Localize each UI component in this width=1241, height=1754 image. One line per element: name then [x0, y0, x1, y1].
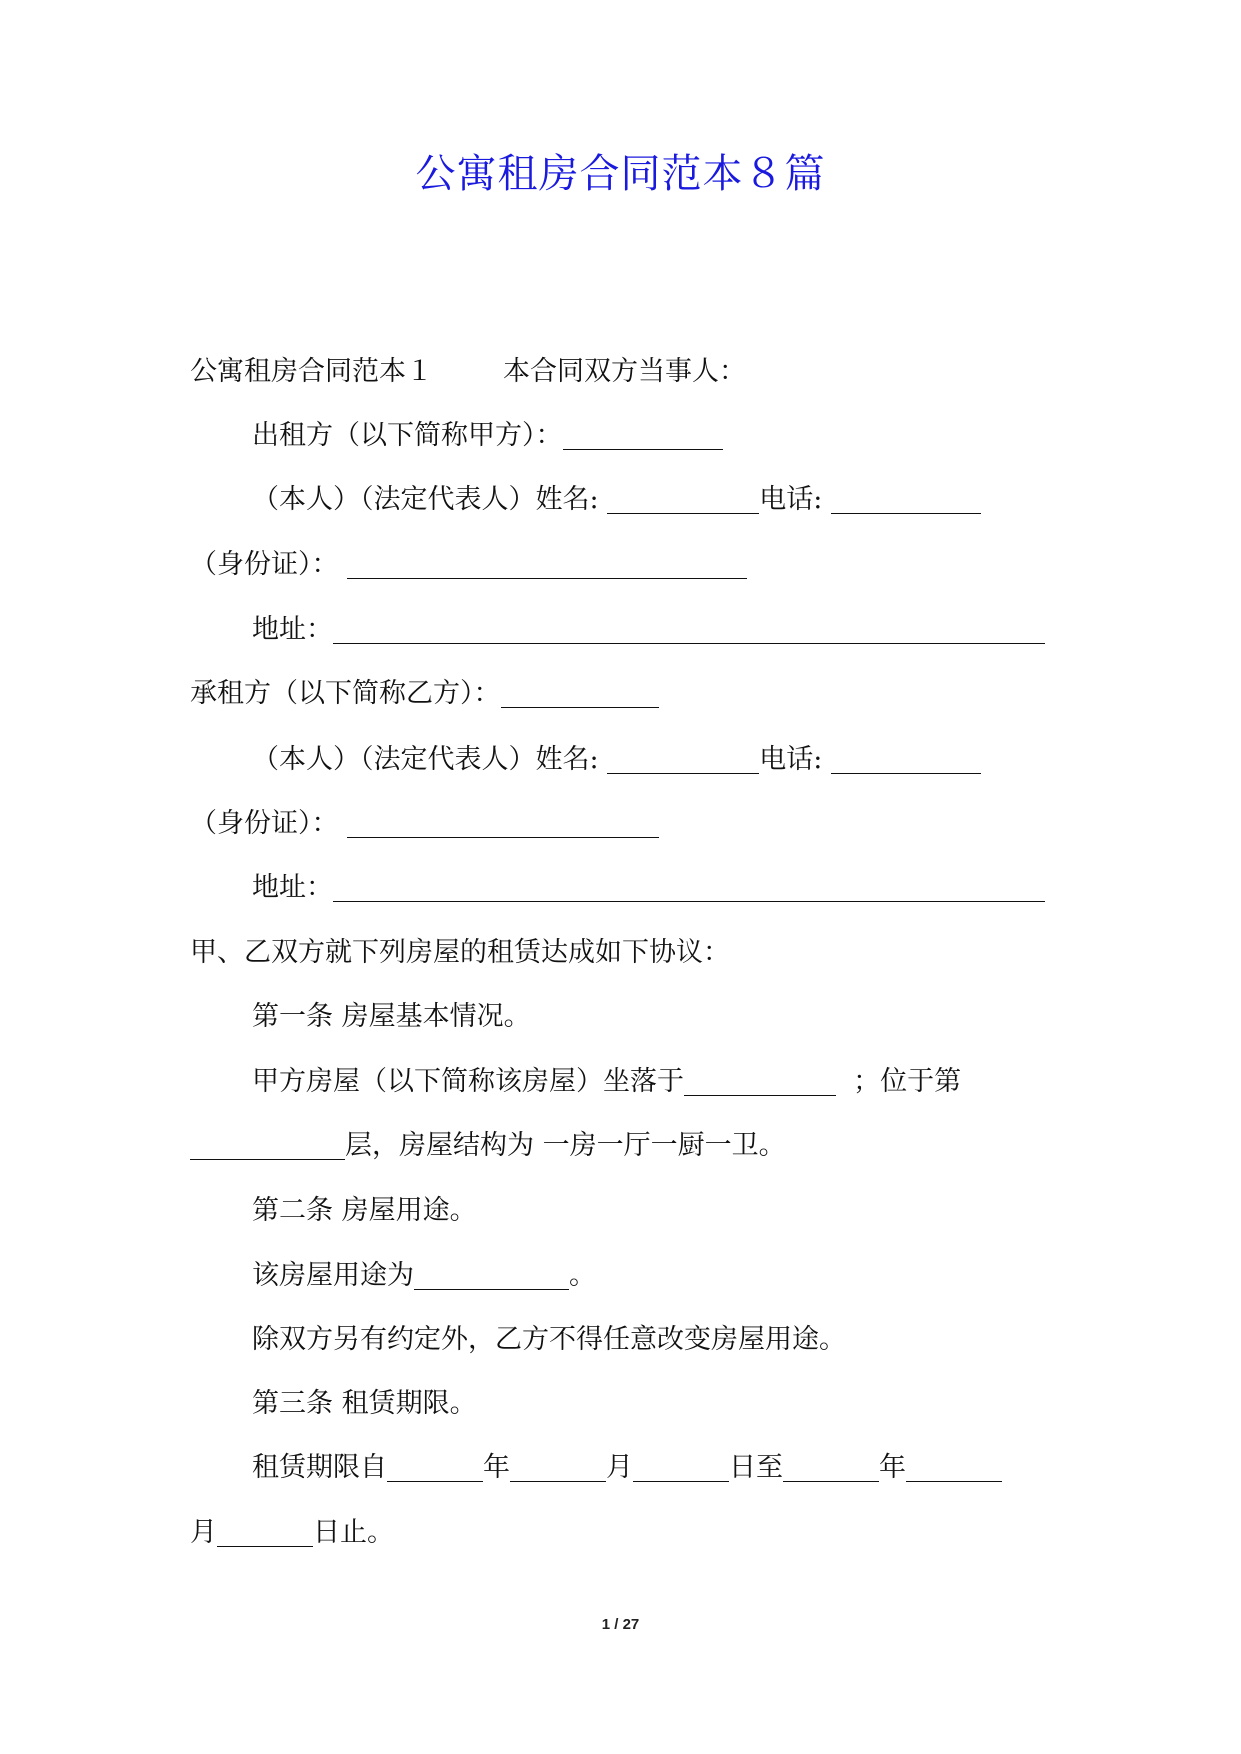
lessee-contact-line — [252, 740, 981, 780]
start-year-blank — [387, 1451, 483, 1482]
house-location-blank — [684, 1065, 836, 1096]
end-month-label: 月 — [190, 1517, 217, 1548]
start-month-blank — [510, 1451, 606, 1482]
lessee-name-label: （本人）（法定代表人）姓名: — [252, 744, 599, 775]
lease-term-end-line — [190, 1513, 394, 1553]
use-restriction-line: 除双方另有约定外，乙方不得任意改变房屋用途。 — [252, 1324, 846, 1355]
article-1-heading: 第一条 房屋基本情况。 — [252, 1001, 531, 1032]
lessor-address-label: 地址： — [252, 614, 333, 645]
lessee-phone-label: 电话: — [759, 744, 823, 775]
lessee-name-blank — [501, 677, 659, 708]
end-day-blank — [217, 1516, 313, 1547]
lessor-name-label: （本人）（法定代表人）姓名: — [252, 484, 599, 515]
lessor-label: 出租方（以下简称甲方）： — [252, 420, 563, 451]
end-year-label: 年 — [879, 1452, 906, 1483]
house-use-end: 。 — [569, 1260, 596, 1291]
document-title: 公寓租房合同范本８篇 — [415, 151, 826, 197]
lessee-address-blank — [333, 871, 1045, 902]
house-use-blank — [414, 1259, 569, 1290]
house-location-label: 甲方房屋（以下简称该房屋）坐落于 — [252, 1066, 684, 1097]
lessee-id-label: （身份证）： — [190, 808, 339, 839]
lessee-id-blank — [347, 807, 659, 838]
lessee-line — [190, 674, 659, 714]
lease-term-label: 租赁期限自 — [252, 1452, 387, 1483]
lessor-address-blank — [333, 613, 1045, 644]
lessee-person-blank — [607, 743, 759, 774]
house-use-label: 该房屋用途为 — [252, 1260, 414, 1291]
lessor-id-label: （身份证）： — [190, 549, 339, 580]
lessor-address-line — [252, 610, 1045, 650]
lessor-phone-blank — [831, 483, 981, 514]
floor-blank — [190, 1129, 345, 1160]
lease-term-line — [252, 1448, 1002, 1488]
lessor-contact-line — [252, 480, 981, 520]
lessor-id-line — [190, 545, 747, 585]
lessee-address-line — [252, 868, 1045, 908]
article-2-heading: 第二条 房屋用途。 — [252, 1195, 477, 1226]
parties-intro: 本合同双方当事人： — [503, 356, 746, 387]
end-day-label: 日止。 — [313, 1517, 394, 1548]
lessor-line — [252, 416, 723, 456]
lessee-label: 承租方（以下简称乙方）： — [190, 678, 501, 709]
start-day-blank — [633, 1451, 729, 1482]
start-year-label: 年 — [483, 1452, 510, 1483]
house-structure-text: 层，房屋结构为 一房一厅一厨一卫。 — [345, 1130, 786, 1161]
page-indicator: 1 / 27 — [601, 1616, 640, 1633]
contract-heading-line — [190, 352, 746, 392]
house-structure-line — [190, 1126, 786, 1166]
house-location-line — [252, 1062, 961, 1102]
lessor-phone-label: 电话: — [759, 484, 823, 515]
start-month-label: 月 — [606, 1452, 633, 1483]
contract-number-label: 公寓租房合同范本１ — [190, 356, 433, 387]
end-year-blank — [783, 1451, 879, 1482]
floor-label: ；位于第 — [853, 1066, 962, 1097]
start-day-label: 日至 — [729, 1452, 783, 1483]
lessee-id-line — [190, 804, 659, 844]
house-use-line — [252, 1256, 596, 1296]
lessor-name-blank — [563, 419, 723, 450]
article-3-heading: 第三条 租赁期限。 — [252, 1388, 477, 1419]
lessor-id-blank — [347, 548, 747, 579]
agreement-intro: 甲、乙双方就下列房屋的租赁达成如下协议： — [190, 937, 730, 968]
lessee-address-label: 地址： — [252, 872, 333, 903]
lessor-person-blank — [607, 483, 759, 514]
lessee-phone-blank — [831, 743, 981, 774]
end-month-blank — [906, 1451, 1002, 1482]
